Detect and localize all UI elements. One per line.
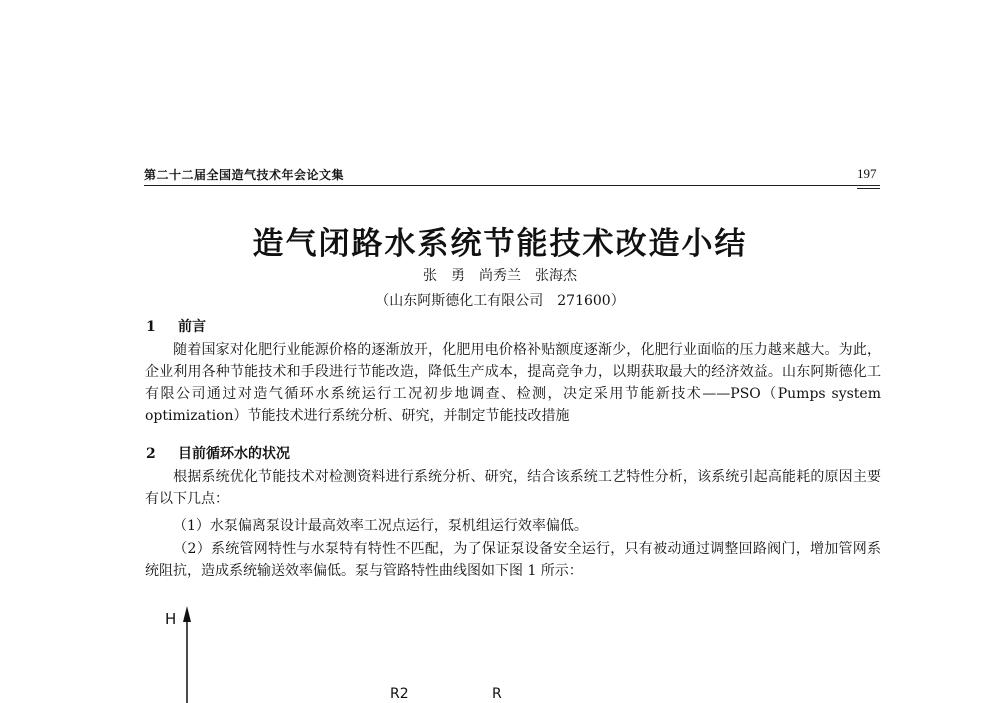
list-item — [145, 515, 881, 537]
y-axis-arrow-icon — [183, 606, 191, 622]
section-number: 2 — [146, 446, 156, 462]
section-heading-2 — [146, 443, 290, 463]
section-title: 前言 — [178, 319, 206, 335]
journal-name: 第二十二届全国造气技术年会论文集 — [144, 168, 345, 182]
page-number-underline — [857, 188, 880, 189]
y-axis-label: H — [165, 610, 177, 628]
article-affiliation: （山东阿斯德化工有限公司 271600） — [375, 293, 625, 309]
list-item-text: （1）水泵偏离泵设计最高效率工况点运行，泵机组运行效率偏低。 — [173, 518, 588, 534]
section-paragraph-2 — [145, 466, 881, 510]
article-authors: 张 勇 尚秀兰 张海杰 — [423, 268, 577, 284]
section-heading-1 — [146, 316, 206, 336]
section-title: 目前循环水的状况 — [178, 446, 290, 462]
section-number: 1 — [146, 319, 156, 335]
article-title: 造气闭路水系统节能技术改造小结 — [252, 226, 748, 262]
figure-svg — [140, 600, 540, 703]
paragraph-text: 随着国家对化肥行业能源价格的逐渐放开，化肥用电价格补贴额度逐渐少，化肥行业面临的压力越来越大。为此，企业利用各种节能技术和手段进行节能改造，降低生产成本，提高竞争力，以期获取最大的经济效益。山东阿斯德化工有限公司通过对造气循环水系统运行工况初步地调查、检测，决定采用节能新技术——PSO（Pumps system optimization）节能技术进行系统分析、研究，并制定节能技改措施 — [145, 342, 881, 424]
section-paragraph-1 — [145, 339, 881, 427]
pump-pipe-curve-figure — [140, 600, 540, 703]
page-number: 197 — [857, 166, 877, 181]
list-item — [145, 538, 881, 582]
curve-label-r2: R2 — [390, 686, 409, 702]
paragraph-text: 根据系统优化节能技术对检测资料进行系统分析、研究，结合该系统工艺特性分析，该系统引起高能耗的原因主要有以下几点： — [145, 469, 881, 507]
header-rule — [144, 185, 880, 186]
curve-label-r: R — [492, 686, 502, 702]
list-item-text: （2）系统管网特性与水泵特有特性不匹配，为了保证泵设备安全运行，只有被动通过调整回路阀门，增加管网系统阻抗，造成系统输送效率偏低。泵与管路特性曲线图如下图 1 所示： — [145, 541, 881, 579]
